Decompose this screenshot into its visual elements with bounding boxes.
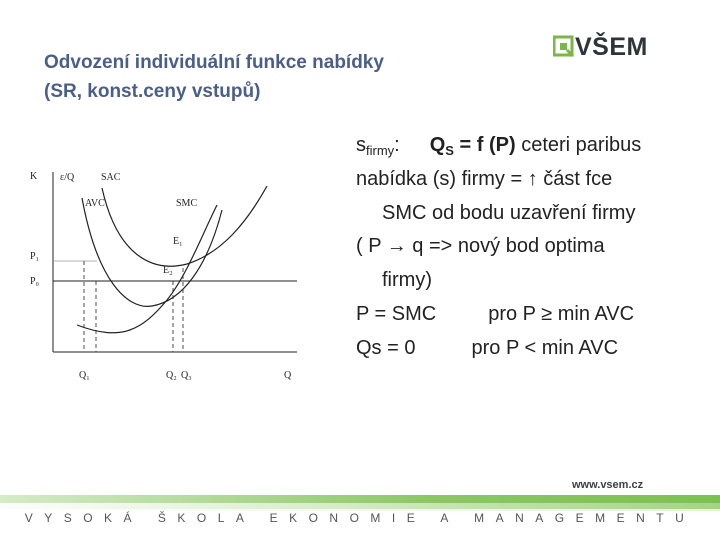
line-supply-function <box>356 129 716 163</box>
title-line-2: (SR, konst.ceny vstupů) <box>44 81 261 102</box>
q-subscript: S <box>445 143 454 158</box>
website-link[interactable]: www.vsem.cz <box>572 479 644 491</box>
vsem-logo <box>553 34 653 60</box>
cost-curves-diagram <box>22 160 312 390</box>
line-smc-shutdown: SMC od bodu uzavření firmy <box>382 201 636 224</box>
sac-label: SAC <box>101 172 121 183</box>
p0-label: P₀ <box>30 276 40 287</box>
smc-curve <box>77 205 217 333</box>
title-line-1: Odvození individuální funkce nabídky <box>44 52 384 73</box>
colon: : <box>394 134 400 156</box>
avc-curve <box>82 198 222 306</box>
explanation-text <box>356 129 716 366</box>
e1-label: E₁ <box>173 236 183 247</box>
x-axis-label: Q <box>284 370 292 381</box>
footer-light-band <box>0 503 720 511</box>
ceteri-paribus: ceteri paribus <box>515 134 642 156</box>
q-symbol: Q <box>429 134 446 156</box>
y-axis-label-2: ε/Q <box>60 172 75 183</box>
q3-label: Q₃ <box>181 370 192 381</box>
line-firm: firmy) <box>382 269 432 292</box>
y-axis-label: K <box>30 171 38 182</box>
line-qs-zero <box>356 332 716 366</box>
s-subscript: firmy <box>366 143 395 158</box>
s-symbol: s <box>356 134 366 156</box>
line-p-smc <box>356 298 716 332</box>
logo-mark-icon <box>553 34 577 58</box>
line-new-optimum: ( P → q => nový bod optima <box>356 235 605 258</box>
line-supply-part: nabídka (s) firmy = ↑ část fce <box>356 167 613 190</box>
p-smc-condition: pro P ≥ min AVC <box>488 302 635 325</box>
q2-label: Q₂ <box>166 370 177 381</box>
slide-title <box>44 48 514 106</box>
qs-zero-condition: pro P < min AVC <box>471 336 619 359</box>
school-name: VYSOKÁ ŠKOLA EKONOMIE A MANAGEMENTU <box>24 511 696 525</box>
p-smc-rule: P = SMC <box>356 302 437 325</box>
qs-zero-rule: Qs = 0 <box>356 336 416 359</box>
avc-label: AVC <box>85 198 105 209</box>
smc-label: SMC <box>176 198 198 209</box>
p1-label: P₁ <box>30 251 40 262</box>
q1-label: Q₁ <box>79 370 90 381</box>
e2-label: E₂ <box>163 265 173 276</box>
logo-text: VŠEM <box>575 33 648 61</box>
function-expression: = f (P) <box>459 134 516 156</box>
